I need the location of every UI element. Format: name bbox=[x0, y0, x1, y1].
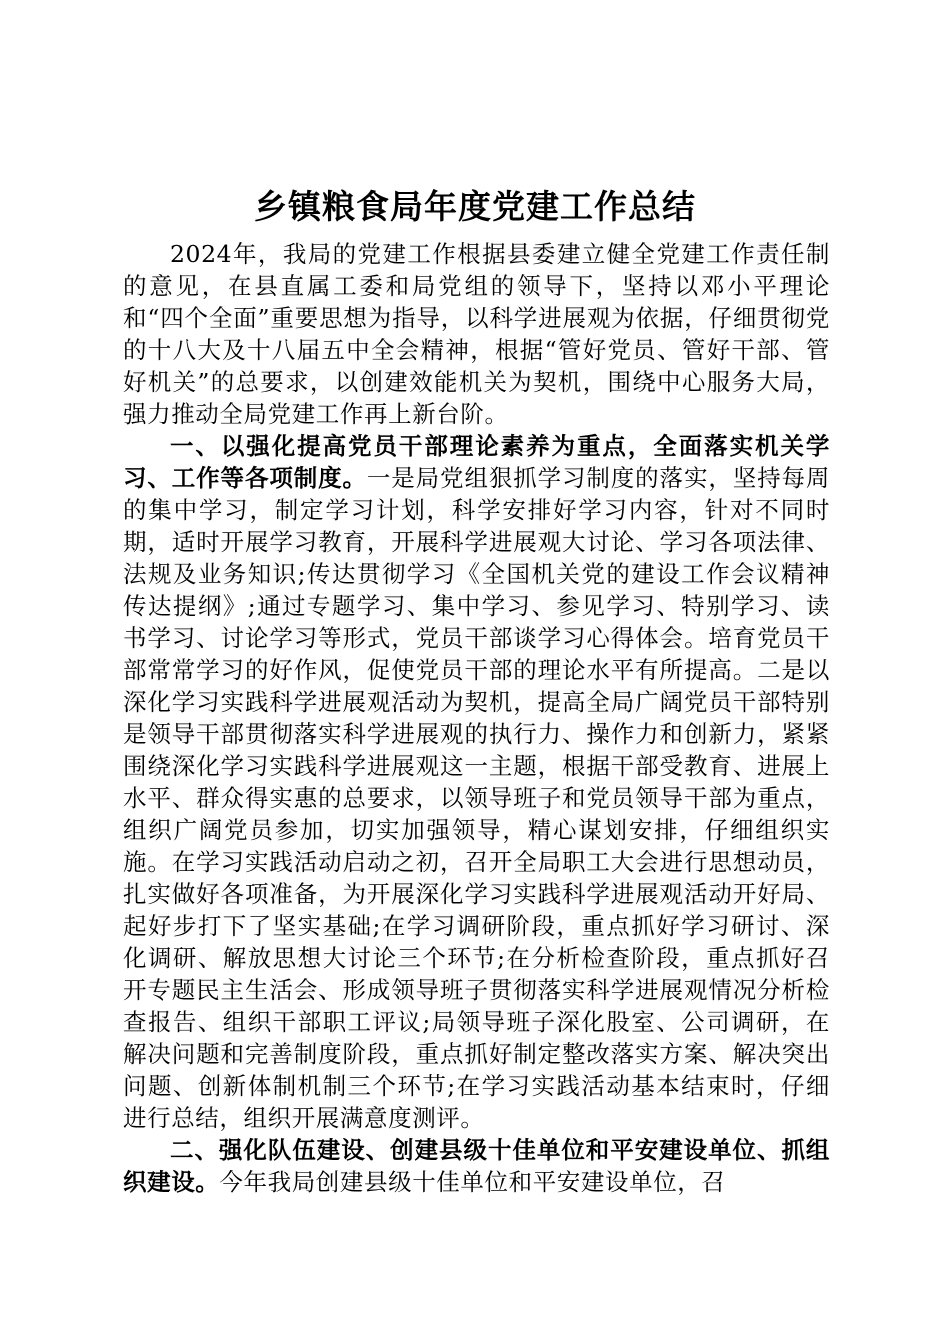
document-body bbox=[123, 238, 830, 1198]
intro-paragraph: 2024年，我局的党建工作根据县委建立健全党建工作责任制的意见，在县直属工委和局党组的领导下，坚持以邓小平理论和“四个全面”重要思想为指导，以科学进展观为依据，仔细贯彻党的十八大及十八届五中全会精神，根据“管好党员、管好干部、管好机关”的总要求，以创建效能机关为契机，围绕中心服务大局，强力推动全局党建工作再上新台阶。 bbox=[123, 240, 830, 428]
section-1-heading: 一、以强化提高党员干部理论素养为重点，全面落实机关学习、工作等各项制度。 bbox=[123, 432, 830, 492]
document-title: 乡镇粮食局年度党建工作总结 bbox=[254, 187, 696, 226]
section-2-paragraph bbox=[123, 1134, 830, 1198]
section-1-body: 一是局党组狠抓学习制度的落实，坚持每周的集中学习，制定学习计划，科学安排好学习内容，针对不同时期，适时开展学习教育，开展科学进展观大讨论、学习各项法律、法规及业务知识;传达贯彻学习《全国机关党的建设工作会议精神传达提纲》;通过专题学习、集中学习、参见学习、特别学习、读书学习、讨论学习等形式，党员干部谈学习心得体会。培育党员干部常常学习的好作风，促使党员干部的理论水平有所提高。二是以深化学习实践科学进展观活动为契机，提高全局广阔党员干部特别是领导干部贯彻落实科学进展观的执行力、操作力和创新力，紧紧围绕深化学习实践科学进展观这一主题，根据干部受教育、进展上水平、群众得实惠的总要求，以领导班子和党员领导干部为重点，组织广阔党员参加，切实加强领导，精心谋划安排，仔细组织实施。在学习实践活动启动之初，召开全局职工大会进行思想动员，扎实做好各项准备，为开展深化学习实践科学进展观活动开好局、起好步打下了坚实基础;在学习调研阶段，重点抓好学习研讨、深化调研、解放思想大讨论三个环节;在分析检查阶段，重点抓好召开专题民主生活会、形成领导班子贯彻落实科学进展观情况分析检查报告、组织干部职工评议;局领导班子深化股室、公司调研，在解决问题和完善制度阶段，重点抓好制定整改落实方案、解决突出问题、创新体制机制三个环节;在学习实践活动基本结束时，仔细进行总结，组织开展满意度测评。 bbox=[123, 464, 830, 1132]
section-1-paragraph bbox=[123, 430, 830, 1134]
section-2-heading: 二、强化队伍建设、创建县级十佳单位和平安建设单位、抓组织建设。 bbox=[123, 1136, 830, 1196]
section-2-body: 今年我局创建县级十佳单位和平安建设单位，召 bbox=[219, 1168, 726, 1196]
